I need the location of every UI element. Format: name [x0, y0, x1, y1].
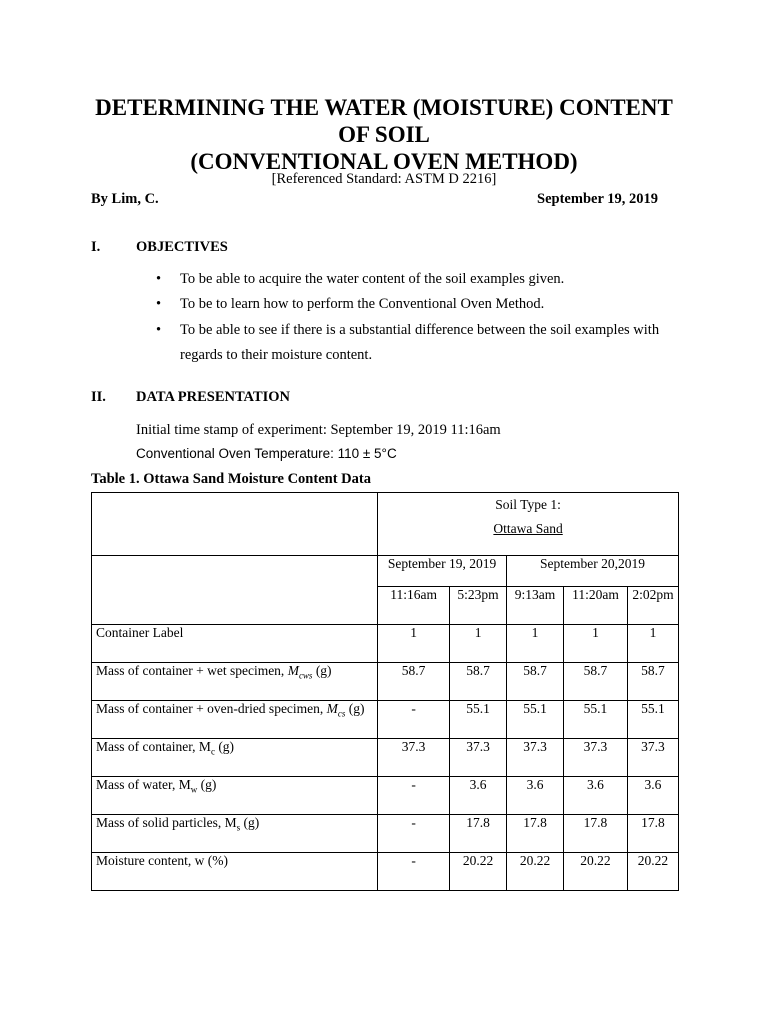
- row-label-text: Mass of container + oven-dried specimen,: [96, 701, 327, 716]
- row-label: Moisture content, w (%): [92, 853, 378, 891]
- table-cell: -: [378, 815, 450, 853]
- time-header: 11:16am: [378, 587, 450, 625]
- table-blank-cell: [92, 556, 378, 625]
- soil-type-name: Ottawa Sand: [493, 521, 563, 536]
- table-cell: 3.6: [507, 777, 564, 815]
- document-title-line-2: OF SOIL: [338, 122, 430, 147]
- row-label-subscript: cs: [337, 708, 346, 719]
- table-cell: 20.22: [507, 853, 564, 891]
- table-row: [92, 777, 679, 815]
- table-cell: 58.7: [507, 663, 564, 701]
- row-label-subscript: c: [210, 746, 215, 757]
- table-cell: 3.6: [450, 777, 507, 815]
- table-cell: 37.3: [627, 739, 678, 777]
- table-cell: 17.8: [627, 815, 678, 853]
- row-label: [92, 701, 378, 739]
- table-cell: 55.1: [627, 701, 678, 739]
- section-1-title: OBJECTIVES: [136, 239, 228, 255]
- row-label-unit: (g): [197, 777, 217, 792]
- row-label-text: Mass of container + wet specimen,: [96, 663, 288, 678]
- table-header-row: [92, 493, 679, 556]
- table-cell: 17.8: [564, 815, 628, 853]
- table-cell: 20.22: [564, 853, 628, 891]
- document-title-line-1: DETERMINING THE WATER (MOISTURE) CONTENT: [95, 95, 673, 120]
- table-row: [92, 625, 679, 663]
- row-label-unit: (g): [312, 663, 332, 678]
- table-date-row: [92, 556, 679, 587]
- row-label-text: Mass of solid particles, M: [96, 815, 237, 830]
- table-cell: 55.1: [564, 701, 628, 739]
- table-cell: -: [378, 853, 450, 891]
- moisture-content-table: [91, 492, 679, 891]
- referenced-standard: [Referenced Standard: ASTM D 2216]: [271, 171, 497, 187]
- objective-text: To be able to acquire the water content of the soil examples given.: [180, 271, 565, 287]
- row-label-symbol: M: [326, 701, 338, 716]
- objective-item: [156, 318, 696, 368]
- row-label: [92, 815, 378, 853]
- row-label-unit: (g): [240, 815, 260, 830]
- table-row: [92, 853, 679, 891]
- bullet-icon: •: [156, 296, 162, 312]
- report-date: September 19, 2019: [537, 191, 658, 207]
- time-header: 9:13am: [507, 587, 564, 625]
- table-cell: 17.8: [507, 815, 564, 853]
- table-row: [92, 815, 679, 853]
- initial-time-stamp: Initial time stamp of experiment: September 19, 2019 11:16am: [136, 422, 501, 438]
- row-label-unit: (g): [214, 739, 235, 754]
- table-cell: 37.3: [378, 739, 450, 777]
- row-label: Container Label: [92, 625, 378, 663]
- row-label-text: Mass of water, M: [96, 777, 191, 792]
- section-2-number: II.: [91, 389, 106, 405]
- table-caption: Table 1. Ottawa Sand Moisture Content Data: [91, 471, 371, 487]
- section-1-number: I.: [91, 239, 101, 255]
- date-header: September 19, 2019: [378, 556, 507, 587]
- table-cell: 58.7: [627, 663, 678, 701]
- row-label-subscript: w: [190, 784, 198, 795]
- table-cell: 3.6: [564, 777, 628, 815]
- row-label-symbol: M: [287, 663, 299, 678]
- objective-item: [156, 292, 696, 317]
- table-cell: 1: [378, 625, 450, 663]
- table-row: [92, 739, 679, 777]
- oven-temperature: Conventional Oven Temperature: 110 ± 5°C: [136, 446, 397, 461]
- row-label-text: Mass of container, M: [96, 739, 211, 754]
- row-label: [92, 777, 378, 815]
- table-cell: 3.6: [627, 777, 678, 815]
- bullet-icon: •: [156, 271, 162, 287]
- section-2-title: DATA PRESENTATION: [136, 389, 291, 405]
- table-cell: 20.22: [450, 853, 507, 891]
- row-label: [92, 663, 378, 701]
- table-cell: 58.7: [450, 663, 507, 701]
- objective-item: [156, 267, 696, 292]
- table-cell: 55.1: [450, 701, 507, 739]
- time-header: 11:20am: [564, 587, 628, 625]
- table-cell: 20.22: [627, 853, 678, 891]
- table-cell: -: [378, 701, 450, 739]
- table-corner-cell: [92, 493, 378, 556]
- table-cell: 37.3: [564, 739, 628, 777]
- row-label-subscript: s: [236, 822, 241, 833]
- document-title-line-3: (CONVENTIONAL OVEN METHOD): [190, 149, 578, 174]
- table-cell: 58.7: [564, 663, 628, 701]
- table-row: [92, 701, 679, 739]
- table-cell: 58.7: [378, 663, 450, 701]
- row-label: [92, 739, 378, 777]
- table-cell: 1: [507, 625, 564, 663]
- table-row: [92, 663, 679, 701]
- table-cell: 37.3: [507, 739, 564, 777]
- objective-text: To be able to see if there is a substantial difference between the soil examples with regards to their moisture content.: [180, 322, 660, 363]
- bullet-icon: •: [156, 322, 162, 338]
- row-label-subscript: cws: [298, 670, 313, 681]
- table-cell: 37.3: [450, 739, 507, 777]
- table-cell: -: [378, 777, 450, 815]
- soil-type-header: [378, 493, 679, 556]
- table-cell: 1: [564, 625, 628, 663]
- table-cell: 55.1: [507, 701, 564, 739]
- time-header: 5:23pm: [450, 587, 507, 625]
- author: By Lim, C.: [91, 191, 159, 207]
- objective-text: To be to learn how to perform the Conventional Oven Method.: [180, 296, 545, 312]
- table-cell: 1: [450, 625, 507, 663]
- row-label-unit: (g): [345, 701, 365, 716]
- time-header: 2:02pm: [627, 587, 678, 625]
- date-header: September 20,2019: [507, 556, 679, 587]
- table-cell: 1: [627, 625, 678, 663]
- table-cell: 17.8: [450, 815, 507, 853]
- soil-type-label: Soil Type 1:: [495, 497, 561, 512]
